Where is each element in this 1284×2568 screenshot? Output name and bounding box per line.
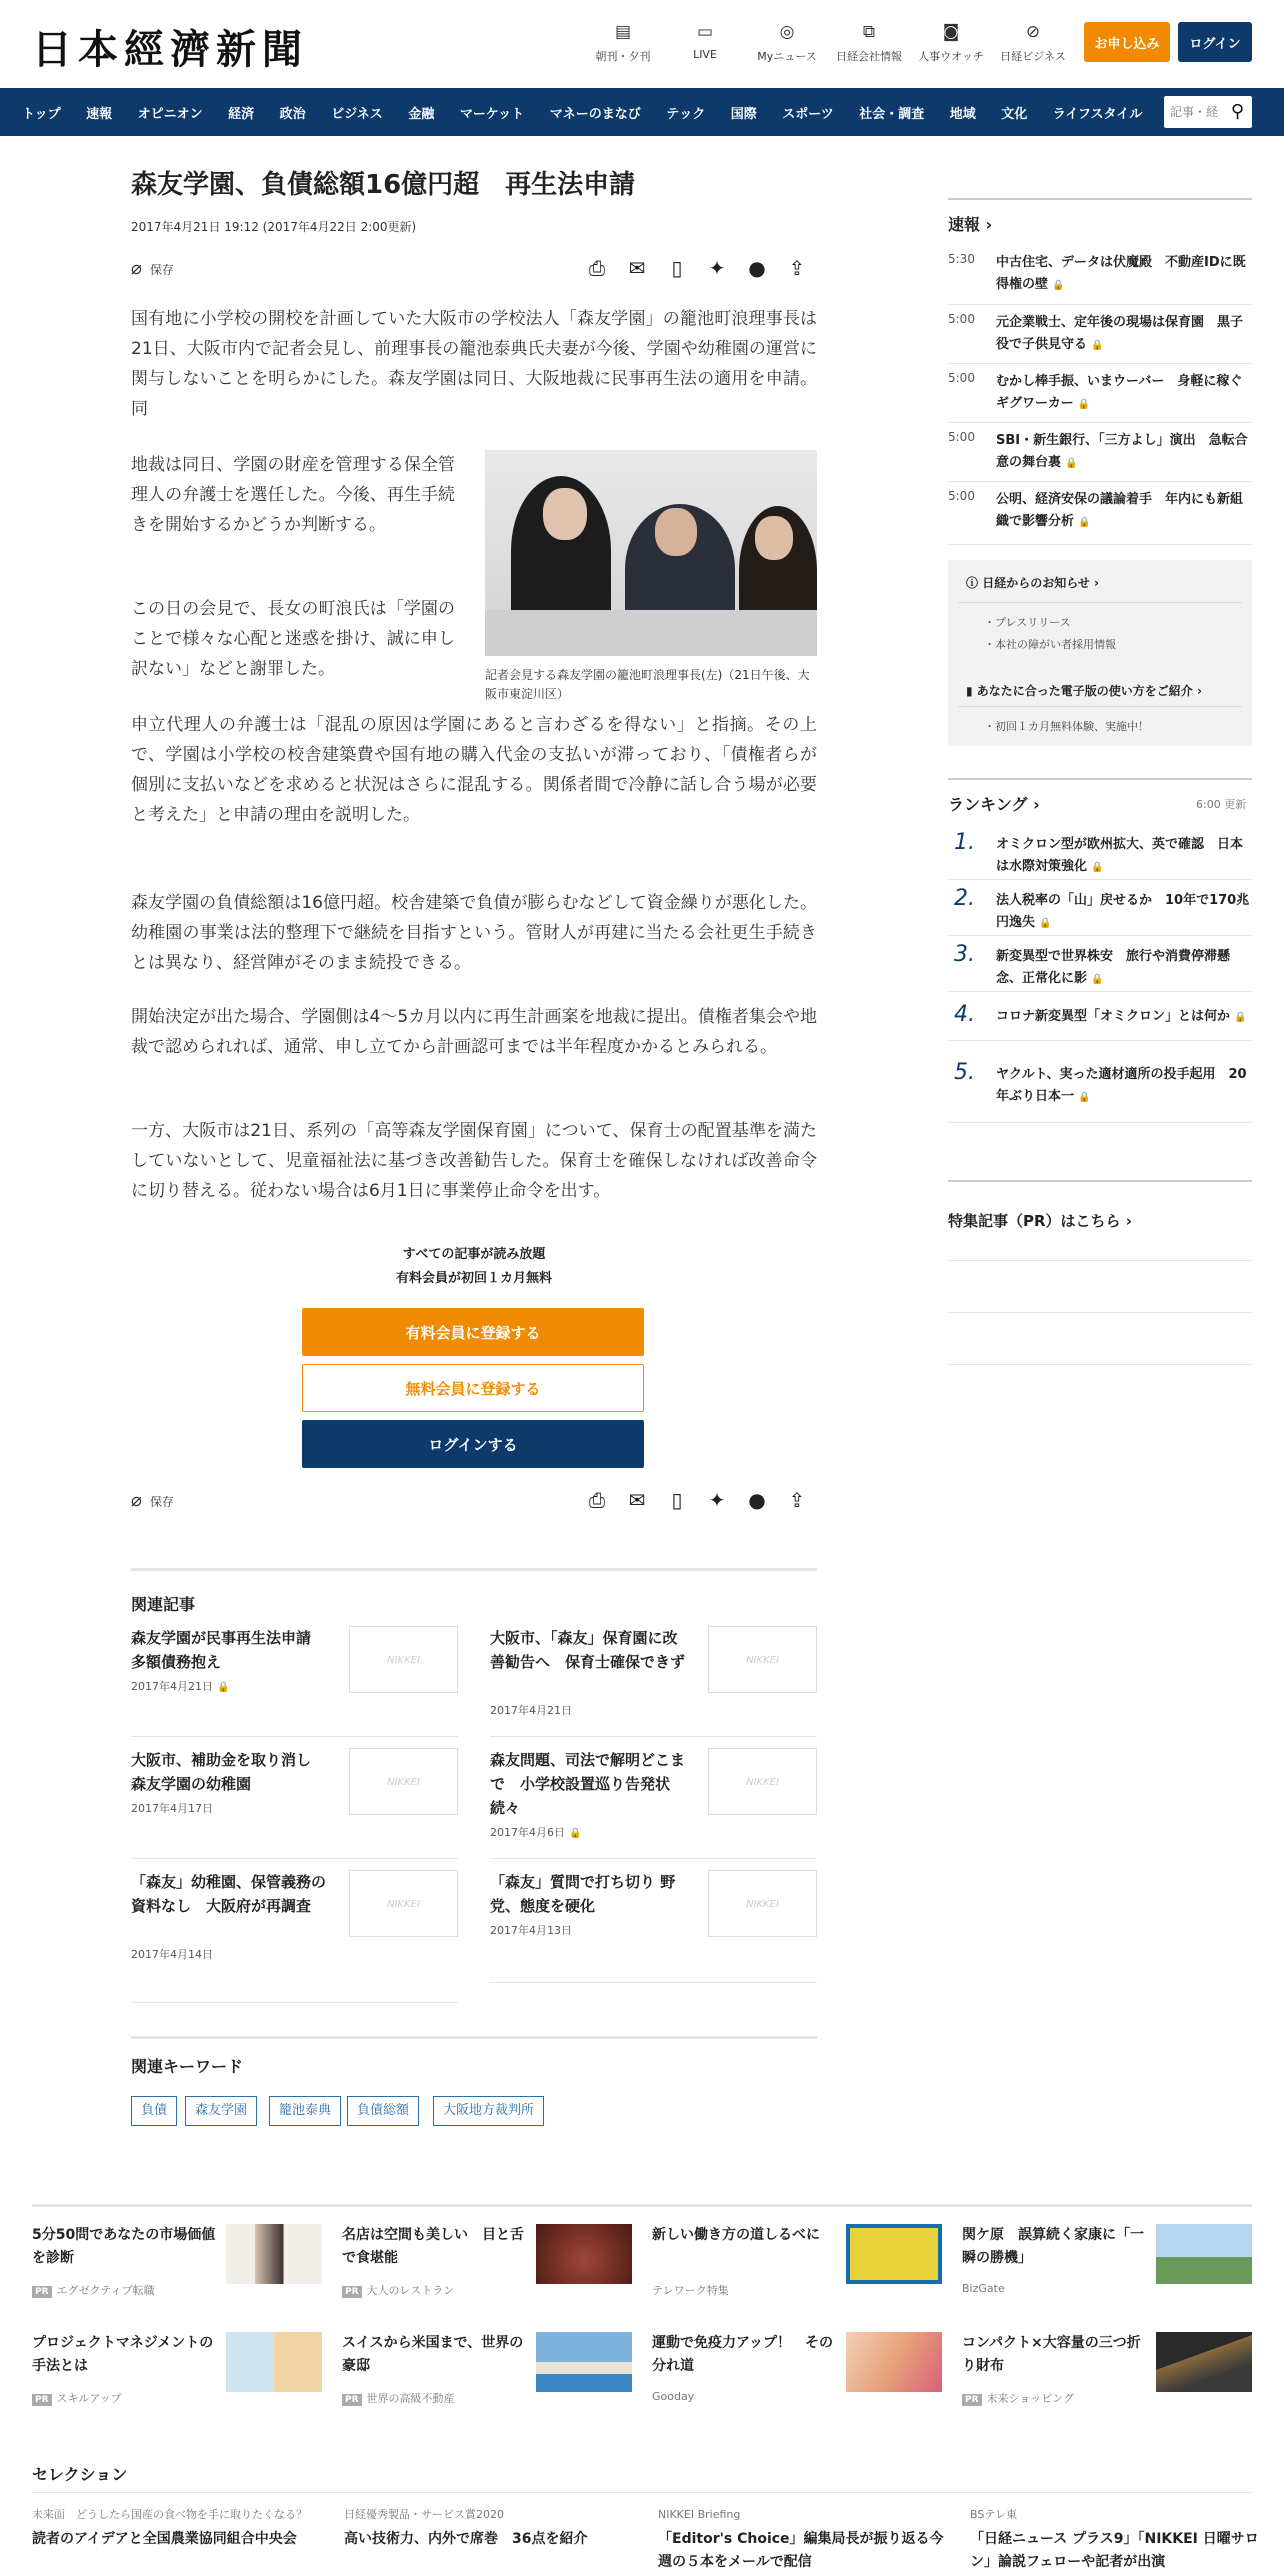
- keyword-tag[interactable]: 籠池泰典: [269, 2096, 341, 2126]
- ranking-text: [996, 834, 1252, 879]
- pr-item[interactable]: [32, 2224, 322, 2308]
- related-date: 2017年4月6日: [490, 1826, 565, 1839]
- mail-icon[interactable]: ✉: [628, 1488, 646, 1512]
- nav-item-lifestyle[interactable]: ライフスタイル: [1052, 106, 1143, 122]
- tool-personnel[interactable]: [910, 22, 992, 64]
- selection-category: BSテレ東: [970, 2508, 1018, 2521]
- share-icon[interactable]: ⇪: [788, 1488, 806, 1512]
- ranking-title: 新変異型で世界株安 旅行や消費停滞懸念、正常化に影: [996, 949, 1231, 986]
- sokuho-text: [996, 489, 1252, 534]
- ranking-heading: ランキング: [948, 795, 1028, 814]
- related-title: 大阪市、「森友」保育園に改善勧告へ 保育士確保できず: [490, 1629, 686, 1671]
- pr-source-row: [342, 2390, 455, 2406]
- sokuho-text: [996, 430, 1252, 475]
- related-date: 2017年4月13日: [490, 1924, 572, 1937]
- nav-item-politics[interactable]: 政治: [279, 106, 306, 122]
- article-paragraph: 申立代理人の弁護士は「混乱の原因は学園にあると言わざるを得ない」と指摘。その上で、学園は小学校の校舎建築費や国有地の購入代金の支払いが滞っており、「債権者らが個別に支払いなどを求めると状況はさらに混乱する。関係者間で冷静に話し合う場が必要と考えた」と申請の理由を説明した。: [131, 715, 817, 825]
- info-icon: ⓘ: [966, 576, 979, 590]
- lock-icon: 🔒: [569, 1828, 582, 1839]
- selection-title: 「Editor's Choice」編集局長が振り返る今週の５本をメールで配信: [658, 2531, 944, 2568]
- pr-source: BizGate: [962, 2282, 1005, 2295]
- person-search-icon: ◙: [942, 22, 960, 42]
- divider: [490, 1736, 817, 1737]
- site-logo[interactable]: 日本經濟新聞: [32, 26, 308, 73]
- tool-business[interactable]: [992, 22, 1074, 64]
- divider: [958, 602, 1242, 603]
- save-label: 保存: [149, 263, 174, 277]
- pr-source: 世界の高級不動産: [366, 2392, 455, 2405]
- keyword-tag[interactable]: 負債総額: [347, 2096, 419, 2126]
- chevron-right-icon: ›: [1197, 684, 1202, 698]
- related-title: 森友問題、司法で解明どこまで 小学校設置巡り告発状続々: [490, 1751, 686, 1817]
- photo-table: [485, 610, 817, 656]
- keyword-tag[interactable]: 大阪地方裁判所: [433, 2096, 544, 2126]
- sokuho-item[interactable]: [948, 430, 1252, 476]
- divider: [948, 422, 1252, 423]
- related-title: 大阪市、補助金を取り消し 森友学園の幼稚園: [131, 1751, 312, 1793]
- selection-category: 日経優秀製品・サービス賞2020: [344, 2508, 504, 2521]
- pr-heading: 特集記事（PR）はこちら: [948, 1212, 1121, 1230]
- header-tools: [582, 22, 1074, 64]
- paperclip-icon: ⌀: [131, 258, 142, 279]
- pr-item[interactable]: [962, 2224, 1252, 2308]
- print-icon[interactable]: ⎙: [589, 256, 605, 280]
- print-icon[interactable]: ⎙: [589, 1488, 605, 1512]
- related-article[interactable]: [131, 1748, 458, 1858]
- divider: [32, 2492, 1252, 2493]
- facebook-icon[interactable]: ●: [748, 256, 766, 280]
- related-date-row: [131, 1678, 229, 1694]
- divider: [948, 363, 1252, 364]
- selection-category: 未来面 どうしたら国産の食べ物を手に取りたくなる？: [32, 2508, 307, 2521]
- ranking-item[interactable]: [948, 942, 1252, 996]
- article-paragraph: この日の会見で、長女の町浪氏は「学園のことで様々な心配と迷惑を掛け、誠に申し訳ない」などと謝罪した。: [131, 599, 455, 679]
- pr-source: テレワーク特集: [652, 2284, 729, 2297]
- paywall-line2: 有料会員が初回１カ月無料: [395, 1271, 552, 1286]
- ebook-heading-row[interactable]: [966, 682, 1202, 699]
- nav-item-money[interactable]: マネーのまなび: [549, 106, 641, 122]
- free-signup-button[interactable]: 無料会員に登録する: [302, 1364, 644, 1412]
- ranking-heading-row[interactable]: [948, 792, 1040, 815]
- twitter-icon[interactable]: ✦: [708, 256, 726, 280]
- pr-source-row: [32, 2390, 122, 2406]
- nav-item-tech[interactable]: テック: [666, 106, 706, 122]
- ranking-number: 4.: [954, 1002, 975, 1027]
- lock-icon: 🔒: [217, 1682, 230, 1693]
- nav-item-region[interactable]: 地域: [949, 106, 976, 122]
- ranking-number: 1.: [954, 830, 975, 855]
- divider: [948, 1364, 1252, 1365]
- related-date: 2017年4月21日: [131, 1680, 213, 1693]
- notice-heading: 日経からのお知らせ: [982, 576, 1090, 590]
- pr-thumbnail: [846, 2332, 942, 2392]
- pr-source-row: [962, 2390, 1074, 2406]
- sokuho-item[interactable]: [948, 252, 1252, 298]
- selection-category: NIKKEI Briefing: [658, 2508, 741, 2521]
- pr-tag: PR: [962, 2394, 982, 2406]
- related-title: 森友学園が民事再生法申請 多額債務抱え: [131, 1629, 312, 1671]
- nav-search: [1164, 96, 1252, 128]
- twitter-icon[interactable]: ✦: [708, 1488, 726, 1512]
- pr-thumbnail: [1156, 2332, 1252, 2392]
- nav-item-opinion[interactable]: オピニオン: [137, 106, 203, 122]
- share-buttons: [577, 1488, 817, 1512]
- pr-source-row: [32, 2282, 155, 2298]
- tool-label: LIVE: [693, 48, 717, 61]
- tool-label: 日経会社情報: [836, 50, 902, 63]
- divider: [948, 1040, 1252, 1041]
- sokuho-title: むかし棒手振、いまウーバー 身軽に稼ぐギグワーカー: [996, 374, 1243, 411]
- related-article[interactable]: [490, 1870, 817, 1980]
- search-icon[interactable]: ⚲: [1230, 101, 1244, 122]
- ranking-title: コロナ新変異型「オミクロン」とは何か: [996, 1009, 1231, 1024]
- related-heading: 関連記事: [131, 1595, 196, 1614]
- selection-item[interactable]: [344, 2506, 634, 2551]
- tool-live[interactable]: [664, 22, 746, 64]
- divider: [131, 1858, 458, 1859]
- pr-title: 関ケ原 誤算続く家康に「一瞬の勝機」: [962, 2227, 1144, 2266]
- tool-label: Myニュース: [757, 50, 817, 63]
- save-button[interactable]: [131, 258, 174, 279]
- ranking-title: 法人税率の「山」戻せるか 10年で170兆円逸失: [996, 893, 1250, 930]
- ranking-title: ヤクルト、実った適材適所の投手起用 20年ぶり日本一: [996, 1067, 1247, 1104]
- divider: [948, 544, 1252, 545]
- pr-thumbnail: [226, 2224, 322, 2284]
- pr-source: スキルアップ: [56, 2392, 122, 2405]
- divider: [131, 2036, 817, 2039]
- selection-title: 「日経ニュース プラス9」「NIKKEI 日曜サロン」論説フェローや記者が出演: [970, 2531, 1259, 2568]
- save-button[interactable]: [131, 1490, 174, 1511]
- article-toolbar-bottom: [131, 1486, 817, 1516]
- tool-company-info[interactable]: [828, 22, 910, 64]
- sokuho-item[interactable]: [948, 489, 1252, 535]
- nav-item-society[interactable]: 社会・調査: [859, 106, 925, 122]
- divider: [131, 1736, 458, 1737]
- lock-icon: 🔒: [1091, 862, 1104, 873]
- ranking-text: [996, 890, 1252, 935]
- sokuho-text: [996, 252, 1252, 297]
- subscribe-button[interactable]: お申し込み: [1084, 22, 1170, 62]
- pr-thumbnail: [536, 2332, 632, 2392]
- notice-item[interactable]: ・本社の障がい者採用情報: [984, 638, 1116, 651]
- pr-title: スイスから米国まで、世界の豪邸: [342, 2335, 524, 2374]
- nav-item-sports[interactable]: スポーツ: [782, 106, 834, 122]
- pr-tag: PR: [342, 2286, 362, 2298]
- article-login-button[interactable]: ログインする: [302, 1420, 644, 1468]
- pr-tag: PR: [342, 2394, 362, 2406]
- chevron-right-icon: ›: [1125, 1212, 1132, 1230]
- lock-icon: 🔒: [1039, 918, 1052, 929]
- newspaper-icon: ▤: [614, 22, 632, 42]
- ranking-title: オミクロン型が欧州拡大、英で確認 日本は水際対策強化: [996, 837, 1244, 874]
- article-paragraph: 国有地に小学校の開校を計画していた大阪市の学校法人「森友学園」の籠池町浪理事長は21日、大阪市内で記者会見し、前理事長の籠池泰典氏夫妻が今後、学園や幼稚園の運営に関与しないことを明らかにした。森友学園は同日、大阪地裁に民事再生法の適用を申請。同: [131, 309, 817, 419]
- pr-thumbnail: [1156, 2224, 1252, 2284]
- pr-title: 新しい働き方の道しるべに: [652, 2227, 820, 2243]
- pr-title: 運動で免疫力アップ！ その分れ道: [652, 2335, 834, 2374]
- nav-item-market[interactable]: マーケット: [459, 106, 525, 122]
- selection-title: 高い技術力、内外で席巻 36点を紹介: [344, 2531, 588, 2547]
- divider: [948, 198, 1252, 200]
- sokuho-heading-row[interactable]: [948, 212, 992, 235]
- ebook-heading: あなたに合った電子版の使い方をご紹介: [976, 684, 1193, 698]
- keyword-tag[interactable]: 森友学園: [185, 2096, 257, 2126]
- article-toolbar-top: [131, 254, 817, 284]
- pr-title: 5分50問であなたの市場価値を診断: [32, 2227, 216, 2266]
- sokuho-time: 5:00: [948, 312, 975, 326]
- ranking-item[interactable]: [948, 886, 1252, 940]
- ranking-number: 2.: [954, 886, 975, 911]
- tool-newspaper[interactable]: [582, 22, 664, 64]
- article-photo[interactable]: [485, 450, 817, 656]
- ebook-item-label: 初回１カ月無料体験、実施中！: [995, 720, 1149, 733]
- pr-item[interactable]: [652, 2224, 942, 2308]
- divider: [490, 1858, 817, 1859]
- pr-thumbnail: [536, 2224, 632, 2284]
- article-paragraph: 一方、大阪市は21日、系列の「高等森友学園保育園」について、保育士の配置基準を満たしていないとして、児童福祉法に基づき改善勧告した。保育士を確保しなければ改善命令に切り替える。従わない場合は6月1日に事業停止命令を出す。: [131, 1121, 817, 1201]
- video-icon: ▭: [696, 22, 714, 42]
- notice-item[interactable]: ・プレスリリース: [984, 616, 1071, 629]
- facebook-icon[interactable]: ●: [748, 1488, 766, 1512]
- selection-item[interactable]: [32, 2506, 322, 2551]
- user-icon: ◎: [779, 22, 795, 42]
- chevron-right-icon: ›: [1094, 576, 1099, 590]
- keyword-tag[interactable]: 負債: [131, 2096, 177, 2126]
- lock-icon: 🔒: [1052, 280, 1065, 291]
- nav-item-culture[interactable]: 文化: [1001, 106, 1028, 122]
- divider: [948, 1260, 1252, 1261]
- article-date: 2017年4月21日 19:12 (2017年4月22日 2:00更新): [131, 220, 417, 234]
- ranking-time: 6:00 更新: [1196, 798, 1247, 811]
- article-paragraph: 森友学園の負債総額は16億円超。校舎建築で負債が膨らむなどして資金繰りが悪化した。幼稚園の事業は法的整理下で継続を目指すという。管財人が再建に当たる会社更生手続きとは異なり、経営陣がそのまま続投できる。: [131, 893, 817, 973]
- related-thumbnail: NIKKEI: [349, 1870, 458, 1937]
- pr-item[interactable]: [962, 2332, 1252, 2416]
- lock-icon: 🔒: [1078, 1092, 1091, 1103]
- pr-title: プロジェクトマネジメントの手法とは: [32, 2335, 214, 2374]
- ranking-number: 3.: [954, 942, 975, 967]
- article-paragraph: 開始決定が出た場合、学園側は4～5カ月以内に再生計画案を地裁に提出。債権者集会や地裁で認められれば、通常、申し立てから計画認可までは半年程度かかるとみられる。: [131, 1007, 817, 1057]
- pr-tag: PR: [32, 2286, 52, 2298]
- save-label: 保存: [149, 1495, 174, 1509]
- pr-source: 大人のレストラン: [366, 2284, 455, 2297]
- notice-item-label: 本社の障がい者採用情報: [995, 638, 1116, 651]
- divider: [948, 1312, 1252, 1313]
- pr-tag: PR: [32, 2394, 52, 2406]
- divider: [131, 2002, 458, 2003]
- pr-title: コンパクト×大容量の三つ折り財布: [962, 2335, 1141, 2374]
- nav-item-economy[interactable]: 経済: [228, 106, 255, 122]
- masthead: [0, 0, 1284, 88]
- chevron-right-icon: ›: [985, 215, 993, 234]
- tool-mynews[interactable]: [746, 22, 828, 64]
- pr-heading-row[interactable]: [948, 1210, 1132, 1231]
- divider: [958, 706, 1242, 707]
- pr-thumbnail: [846, 2224, 942, 2284]
- bookmark-icon[interactable]: ▯: [671, 256, 683, 280]
- tool-label: 人事ウオッチ: [918, 50, 984, 63]
- lock-icon: 🔒: [1091, 974, 1104, 985]
- sokuho-heading: 速報: [948, 215, 981, 234]
- divider: [948, 304, 1252, 305]
- sokuho-title: 中古住宅、データは伏魔殿 不動産IDに既得権の壁: [996, 255, 1246, 292]
- photo-face-center: [655, 508, 697, 556]
- nav-item-finance[interactable]: 金融: [408, 106, 435, 122]
- divider: [948, 879, 1252, 880]
- divider: [948, 1122, 1252, 1123]
- keywords-heading: 関連キーワード: [131, 2057, 244, 2076]
- sokuho-item[interactable]: [948, 371, 1252, 417]
- divider: [948, 1180, 1252, 1182]
- related-title: 「森友」質問で打ち切り 野党、態度を硬化: [490, 1873, 676, 1915]
- ranking-text: [996, 946, 1252, 991]
- divider: [490, 1982, 817, 1983]
- ebook-item[interactable]: ・初回１カ月無料体験、実施中！: [984, 720, 1149, 733]
- selection-item[interactable]: [970, 2506, 1260, 2568]
- divider: [948, 481, 1252, 482]
- sokuho-time: 5:30: [948, 252, 975, 266]
- pr-item[interactable]: [32, 2332, 322, 2416]
- ranking-text: [996, 1006, 1252, 1029]
- ranking-text: [996, 1064, 1252, 1109]
- sokuho-item[interactable]: [948, 312, 1252, 358]
- nav-item-top[interactable]: トップ: [22, 106, 61, 122]
- related-article[interactable]: [490, 1626, 817, 1736]
- search-input[interactable]: [1170, 102, 1220, 122]
- paid-signup-button[interactable]: 有料会員に登録する: [302, 1308, 644, 1356]
- book-icon: ▮: [966, 684, 973, 698]
- pr-source: Gooday: [652, 2390, 695, 2403]
- related-date-row: [490, 1824, 581, 1840]
- related-article[interactable]: [131, 1870, 458, 1980]
- lock-icon: 🔒: [1234, 1012, 1247, 1023]
- selection-item[interactable]: [658, 2506, 948, 2568]
- related-article[interactable]: [131, 1626, 458, 1736]
- lock-icon: 🔒: [1078, 517, 1091, 528]
- lock-icon: 🔒: [1065, 458, 1078, 469]
- tool-label: 朝刊・夕刊: [595, 50, 651, 63]
- paperclip-icon: ⌀: [131, 1490, 142, 1511]
- related-date: 2017年4月14日: [131, 1948, 213, 1961]
- sokuho-title: SBI・新生銀行、「三方よし」演出 急転合意の舞台裏: [996, 433, 1248, 470]
- related-thumbnail: NIKKEI: [349, 1748, 458, 1815]
- related-date: 2017年4月17日: [131, 1802, 213, 1815]
- pr-item[interactable]: [342, 2332, 632, 2416]
- ranking-item[interactable]: [948, 1060, 1252, 1114]
- tool-label: 日経ビジネス: [1000, 50, 1066, 63]
- related-title: 「森友」幼稚園、保管義務の資料なし 大阪府が再調査: [131, 1873, 327, 1915]
- selection-title: 読者のアイデアと全国農業協同組合中央会: [32, 2531, 297, 2547]
- sokuho-title: 公明、経済安保の議論着手 年内にも新組織で影響分析: [996, 492, 1244, 529]
- related-thumbnail: NIKKEI: [708, 1626, 817, 1693]
- pr-source-row: [342, 2282, 454, 2298]
- article-title: 森友学園、負債総額16億円超 再生法申請: [131, 170, 636, 200]
- sokuho-time: 5:00: [948, 371, 975, 385]
- divider: [948, 778, 1252, 780]
- nav-item-business[interactable]: ビジネス: [331, 106, 383, 122]
- notice-item-label: プレスリリース: [995, 616, 1071, 629]
- selection-heading: セレクション: [32, 2465, 128, 2484]
- related-article[interactable]: [490, 1748, 817, 1858]
- divider: [948, 935, 1252, 936]
- related-thumbnail: NIKKEI: [349, 1626, 458, 1693]
- pr-source: エグゼクティブ転職: [56, 2284, 155, 2297]
- lock-icon: 🔒: [1077, 399, 1091, 410]
- article-paragraph: 地裁は同日、学園の財産を管理する保全管理人の弁護士を選任した。今後、再生手続きを開始するかどうか判断する。: [131, 455, 455, 535]
- sokuho-title: 元企業戦士、定年後の現場は保育園 黒子役で子供見守る: [996, 315, 1244, 352]
- related-thumbnail: NIKKEI: [708, 1870, 817, 1937]
- sokuho-time: 5:00: [948, 430, 975, 444]
- lock-icon: 🔒: [1091, 340, 1104, 351]
- share-buttons: [577, 256, 817, 280]
- related-date: 2017年4月21日: [490, 1704, 572, 1717]
- pr-title: 名店は空間も美しい 目と舌で食堪能: [342, 2227, 524, 2266]
- pr-item[interactable]: [652, 2332, 942, 2416]
- bookmark-icon[interactable]: ▯: [671, 1488, 683, 1512]
- related-thumbnail: NIKKEI: [708, 1748, 817, 1815]
- pr-thumbnail: [226, 2332, 322, 2392]
- divider: [948, 991, 1252, 992]
- chevron-right-icon: ›: [1033, 795, 1040, 814]
- login-button[interactable]: ログイン: [1178, 22, 1252, 62]
- notice-heading-row[interactable]: [966, 574, 1099, 591]
- share-icon[interactable]: ⇪: [788, 256, 806, 280]
- sokuho-time: 5:00: [948, 489, 975, 503]
- pr-source: 未来ショッピング: [986, 2392, 1075, 2405]
- ranking-item[interactable]: [948, 830, 1252, 884]
- ranking-number: 5.: [954, 1060, 975, 1085]
- paywall-line1: すべての記事が読み放題: [402, 1247, 546, 1262]
- sokuho-text: [996, 312, 1252, 357]
- compass-icon: ⊘: [1025, 22, 1041, 42]
- sokuho-text: [996, 371, 1252, 416]
- nav-item-world[interactable]: 国際: [730, 106, 757, 122]
- pr-item[interactable]: [342, 2224, 632, 2308]
- notice-box: [948, 560, 1252, 746]
- photo-face-left: [543, 488, 587, 540]
- chart-icon: ⧉: [862, 22, 876, 42]
- main-nav: [0, 88, 1284, 136]
- divider: [32, 2204, 1252, 2207]
- mail-icon[interactable]: ✉: [628, 256, 646, 280]
- divider: [131, 1568, 817, 1571]
- nav-item-sokuho[interactable]: 速報: [86, 106, 113, 122]
- photo-caption: 記者会見する森友学園の籠池町浪理事長(左)（21日午後、大阪市東淀川区）: [485, 668, 810, 701]
- photo-face-right: [755, 516, 793, 560]
